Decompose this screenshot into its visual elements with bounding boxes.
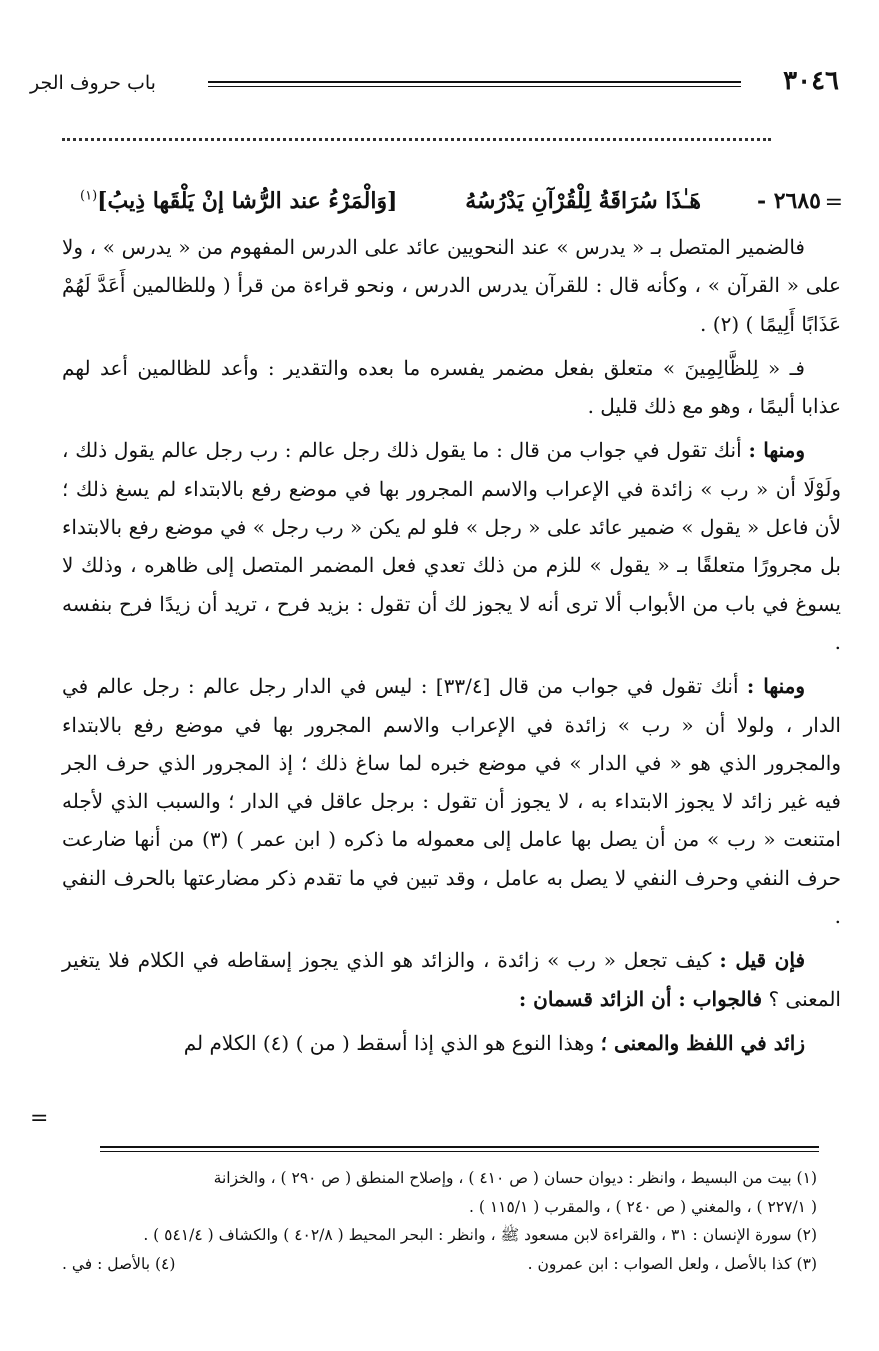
footnote-rule bbox=[100, 1146, 819, 1148]
running-header bbox=[30, 66, 839, 100]
paragraph-3-lead: ومنها : bbox=[748, 438, 805, 463]
paragraph-2 bbox=[62, 349, 841, 426]
paragraph-3 bbox=[62, 431, 841, 661]
footnote-4: (٤) بالأصل : في . bbox=[62, 1254, 176, 1273]
page-number: ٣٠٤٦ bbox=[783, 66, 839, 96]
paragraph-4-lead: ومنها : bbox=[746, 674, 805, 699]
verse-number: ٢٦٨٥ - bbox=[756, 188, 821, 214]
footnote-ref-1: (١) bbox=[80, 188, 98, 204]
paragraph-5-lead: فإن قيل : bbox=[719, 948, 806, 973]
footnote-1-line-1: (١) بيت من البسيط ، وانظر : ديوان حسان ( ص ٤١٠ ) ، وإصلاح المنطق ( ص ٢٩٠ ) ، والخزانة bbox=[213, 1169, 817, 1187]
header-rule bbox=[208, 81, 741, 87]
continuation-mark: = bbox=[824, 190, 843, 215]
footnote-3-4-line bbox=[62, 1250, 817, 1279]
dotted-separator bbox=[62, 138, 771, 141]
paragraph-6-lead: زائد في اللفظ والمعنى ؛ bbox=[600, 1030, 805, 1055]
paragraph-5 bbox=[62, 941, 841, 1018]
main-text bbox=[62, 228, 841, 1068]
paragraph-6 bbox=[62, 1024, 841, 1062]
footnote-3: (٣) كذا بالأصل ، ولعل الصواب : ابن عمرون . bbox=[527, 1254, 817, 1273]
footnote-2: (٢) سورة الإنسان : ٣١ ، والقراءة لابن مسعود ﷺ ، وانظر : البحر المحيط ( ٤٠٢/٨ ) والكشاف ( ٥٤١/٤ ) . bbox=[143, 1226, 817, 1244]
footnote-1-line-2: ( ٢٢٧/١ ) ، والمغني ( ص ٢٤٠ ) ، والمقرب ( ١١٥/١ ) . bbox=[468, 1197, 817, 1216]
verse-second-hemistich-text: [وَالْمَرْءُ عند الرُّشا إنْ يَلْقَها ذِيبُ] bbox=[97, 188, 398, 214]
paragraph-5-text: كيف تجعل « رب » زائدة ، والزائد هو الذي يجوز إسقاطه في الكلام فلا يتغير المعنى ؟ bbox=[62, 948, 841, 1011]
verse-second-hemistich bbox=[80, 188, 397, 214]
paragraph-3-text: أنك تقول في جواب من قال : ما يقول ذلك رجل عالم : رب رجل عالم يقول ذلك ، ولَوْلَا أن « رب » زائدة في الإعراب والاسم المجرور بها في موضع رفع بالابتداء لم يسغ ذلك ؛ لأن فاعل « يقول » ضمير عائد على « رجل » فلو لم يكن « رب رجل » في موضع رفع بالابتداء بل مجرورًا متعلقًا بـ « يقول » للزم من ذلك تعدي فعل المضمر المتصل إلى ظاهره ، وذلك لا يسوغ في باب من الأبواب ألا ترى أنه لا يجوز لك أن تقول : بزيد فرح ، تريد أن زيدًا فرح بنفسه . bbox=[62, 438, 841, 654]
paragraph-4-text: أنك تقول في جواب من قال [٣٣/٤] : ليس في الدار رجل عالم : رجل عالم في الدار ، ولولا أن « رب » زائدة في الإعراب والاسم المجرور بها في موضع رفع بالابتداء والمجرور الذي هو « في الدار » في موضع خبره لما ساغ ذلك ؛ إذ المجرور الذي حرف الجر فيه غير زائد لا يجوز الابتداء به ، لا يجوز أن تقول : برجل عاقل في الدار ؛ والسبب الذي لأجله امتنعت « رب » من أن يصل بها عامل إلى معموله ما ذكره ( ابن عمر ) (٣) من أنها ضارعت حرف النفي وحرف النفي لا يصل به عامل ، وقد تبين في ما تقدم ذكر مضارعتها بالحرف النفي . bbox=[62, 674, 842, 929]
chapter-title: باب حروف الجر bbox=[30, 72, 156, 94]
footnotes bbox=[62, 1164, 817, 1278]
footnote-rule-thin bbox=[100, 1151, 819, 1152]
paragraph-1-text: فالضمير المتصل بـ « يدرس » عند النحويين عائد على الدرس المفهوم من « يدرس » ، ولا على « القرآن » ، وكأنه قال : للقرآن يدرس الدرس ، ونحو قراءة من قرأ ( وللظالمين أَعَدَّ لَهُمْ عَذَابًا أَلِيمًا ) (٢) . bbox=[62, 235, 841, 336]
paragraph-1 bbox=[62, 228, 841, 343]
poetry-verse bbox=[50, 186, 843, 226]
verse-first-hemistich: هَـٰذَا سُرَاقَةُ لِلْقُرْآنِ يَدْرُسُهُ bbox=[465, 188, 701, 214]
paragraph-2-text: فـ « لِلظَّالِمِينَ » متعلق بفعل مضمر يفسره ما بعده والتقدير : وأعد للظالمين أعد لهم عذابا أليمًا ، وهو مع ذلك قليل . bbox=[62, 355, 841, 419]
paragraph-4 bbox=[62, 667, 841, 935]
paragraph-5-answer: فالجواب : أن الزائد قسمان : bbox=[518, 986, 763, 1011]
paragraph-6-text: وهذا النوع هو الذي إذا أسقط ( من ) (٤) الكلام لم bbox=[183, 1030, 595, 1055]
page-end-continuation-mark: = bbox=[30, 1106, 49, 1131]
